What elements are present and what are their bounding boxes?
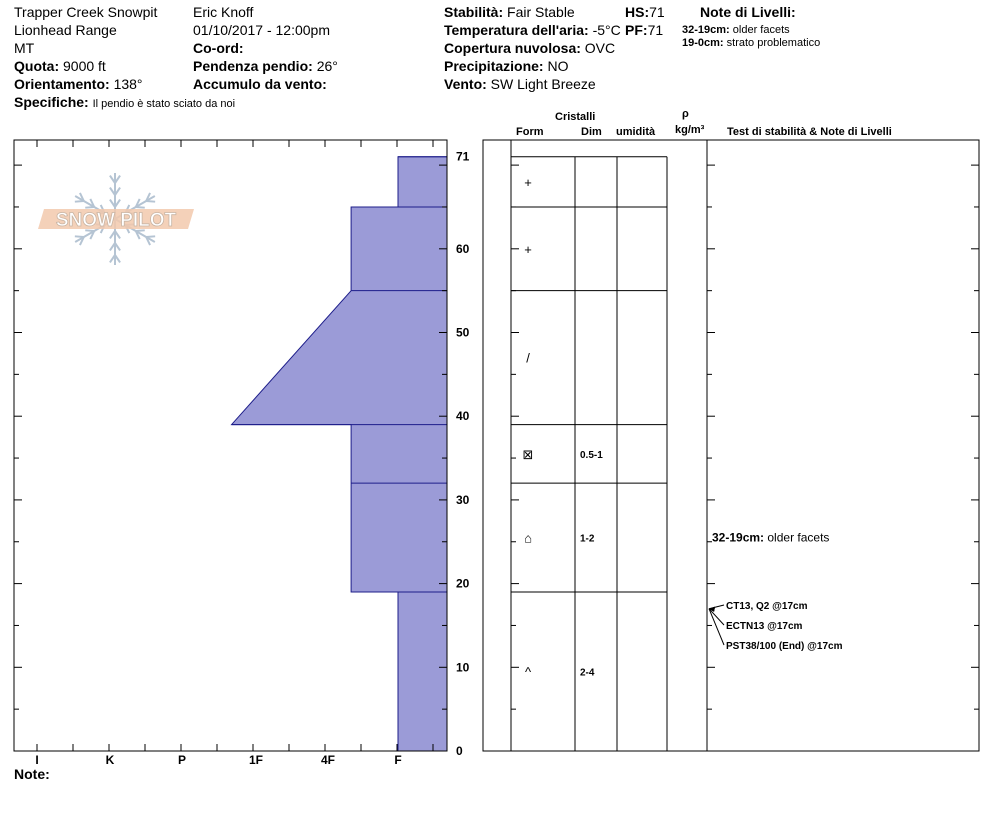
test-leader-line bbox=[709, 609, 724, 625]
y-tick-label: 10 bbox=[456, 660, 470, 675]
hardness-profile bbox=[232, 157, 447, 751]
grain-form-icon: + bbox=[524, 241, 532, 257]
dim-header: Dim bbox=[581, 126, 602, 138]
aspect-label: Orientamento: bbox=[14, 76, 110, 92]
stability-value: Fair Stable bbox=[507, 4, 575, 20]
layer-note-2-text: strato problematico bbox=[726, 37, 821, 49]
specifics-label: Specifiche: bbox=[14, 94, 89, 110]
grain-size-label: 1-2 bbox=[580, 533, 595, 545]
elevation-value: 9000 ft bbox=[63, 58, 106, 74]
hs-label: HS: bbox=[625, 4, 650, 20]
cloud-value: OVC bbox=[584, 40, 616, 56]
snowflake-branch bbox=[85, 207, 94, 208]
grain-form-icon: + bbox=[524, 174, 532, 190]
hardness-tick-label: I bbox=[35, 753, 39, 767]
state: MT bbox=[14, 40, 35, 56]
grain-form-icon: ⌂ bbox=[524, 530, 532, 546]
grain-form-icon: ⊠ bbox=[522, 446, 534, 462]
precip-label: Precipitazione: bbox=[444, 58, 544, 74]
hardness-tick-label: P bbox=[177, 753, 187, 767]
specifics-value: Il pendio è stato sciato da noi bbox=[92, 98, 236, 110]
stability-test-label: CT13, Q2 @17cm bbox=[726, 601, 808, 612]
y-tick-label: 71 bbox=[456, 149, 470, 164]
snowpilot-logo bbox=[38, 173, 194, 265]
elevation-label: Quota: bbox=[14, 58, 60, 74]
stability-label: Stabilità: bbox=[444, 4, 504, 20]
precip-value: NO bbox=[547, 58, 569, 74]
y-tick-label: 50 bbox=[456, 325, 470, 340]
layer-note-2-range: 19-0cm: bbox=[682, 37, 724, 49]
wind-label: Vento: bbox=[444, 76, 487, 92]
grain-size-label: 0.5-1 bbox=[580, 449, 603, 461]
wind-value: SW Light Breeze bbox=[490, 76, 596, 92]
y-tick-label: 20 bbox=[456, 576, 470, 591]
observer: Eric Knoff bbox=[193, 4, 254, 20]
hardness-fill bbox=[232, 157, 447, 751]
stability-tests bbox=[709, 601, 843, 652]
pf-label: PF: bbox=[625, 22, 648, 38]
snowflake-branch bbox=[146, 201, 155, 202]
density-unit-header: kg/m³ bbox=[675, 124, 705, 136]
y-tick-label: 60 bbox=[456, 241, 470, 256]
wind-loading-label: Accumulo da vento: bbox=[193, 76, 327, 92]
grain-form-icon: / bbox=[526, 350, 530, 366]
form-header: Form bbox=[516, 126, 544, 138]
air-temp-value: -5°C bbox=[592, 22, 621, 38]
grain-size-label: 2-4 bbox=[580, 667, 595, 679]
snowflake-branch bbox=[75, 236, 84, 237]
snowflake-branch bbox=[75, 201, 84, 202]
table-border bbox=[483, 140, 979, 751]
air-temp-label: Temperatura dell'aria: bbox=[444, 22, 589, 38]
y-tick-label: 40 bbox=[456, 409, 470, 424]
crystals-header: Cristalli bbox=[555, 111, 596, 123]
notes-label: Note: bbox=[14, 766, 50, 782]
grain-form-icon: ^ bbox=[524, 664, 532, 680]
layer-note-1-range: 32-19cm: bbox=[682, 24, 730, 36]
range-name: Lionhead Range bbox=[14, 22, 117, 38]
moisture-header: umidità bbox=[616, 126, 656, 138]
cloud-label: Copertura nuvolosa: bbox=[444, 40, 581, 56]
stability-test-label: ECTN13 @17cm bbox=[726, 621, 803, 632]
hs-value: 71 bbox=[649, 4, 665, 20]
pf-value: 71 bbox=[647, 22, 664, 38]
hardness-tick-label: K bbox=[105, 753, 115, 767]
test-leader-line bbox=[709, 609, 724, 645]
hardness-tick-label: 1F bbox=[248, 753, 264, 767]
hardness-tick-label: F bbox=[394, 753, 402, 767]
pit-name: Trapper Creek Snowpit bbox=[14, 4, 158, 20]
profile-layer-note: 32-19cm: older facets bbox=[712, 530, 830, 545]
aspect-value: 138° bbox=[113, 76, 143, 92]
stability-test-label: PST38/100 (End) @17cm bbox=[726, 641, 843, 652]
slope-label: Pendenza pendio: bbox=[193, 58, 313, 74]
coord-label: Co-ord: bbox=[193, 40, 244, 56]
y-tick-label: 0 bbox=[456, 744, 463, 758]
layer-notes-title: Note di Livelli: bbox=[700, 4, 796, 20]
datetime: 01/10/2017 - 12:00pm bbox=[193, 22, 330, 38]
rho-header: ρ bbox=[682, 108, 689, 120]
tests-header: Test di stabilità & Note di Livelli bbox=[727, 126, 892, 138]
logo-text: SNOW PILOT bbox=[55, 210, 177, 231]
snowflake-branch bbox=[146, 236, 155, 237]
hardness-tick-label: 4F bbox=[320, 753, 336, 767]
y-tick-label: 30 bbox=[456, 492, 470, 507]
layer-note-1-text: older facets bbox=[732, 24, 790, 36]
snowflake-branch bbox=[136, 207, 145, 208]
layer-table bbox=[483, 140, 979, 751]
slope-value: 26° bbox=[316, 58, 338, 74]
